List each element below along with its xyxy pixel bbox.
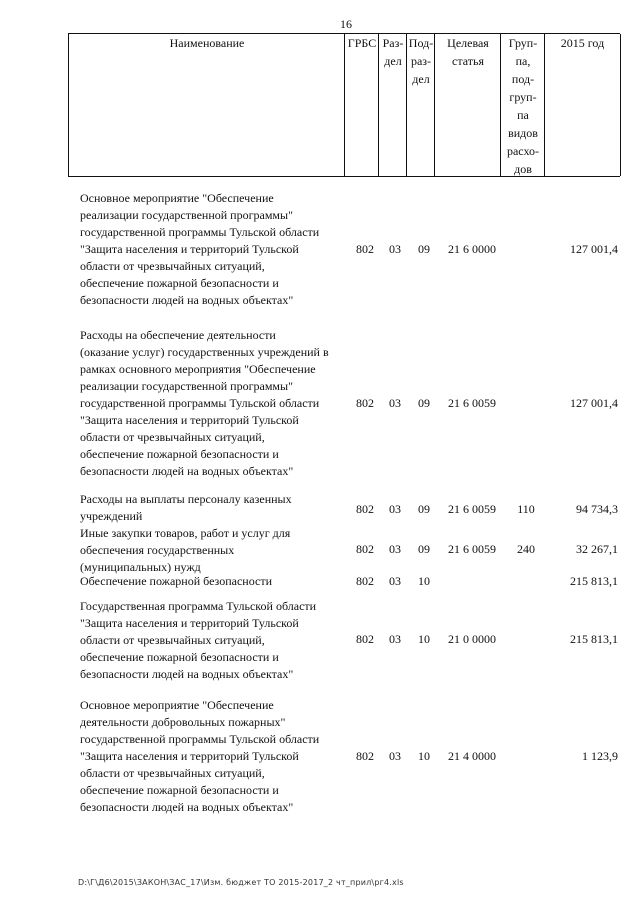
header-name: Наименование (68, 34, 345, 176)
row-sum: 94 734,3 (576, 502, 618, 516)
row-grbs: 802 (356, 542, 374, 556)
row-grbs: 802 (356, 632, 374, 646)
row-razdel: 03 (389, 574, 401, 588)
row-vid: 240 (517, 542, 535, 556)
header-year: 2015 год (544, 34, 621, 176)
header-razdel: Раз- дел (378, 34, 407, 176)
row-podrazdel: 09 (418, 502, 430, 516)
row-podrazdel: 09 (418, 242, 430, 256)
table-header (68, 33, 620, 177)
row-celevaya: 21 6 0059 (448, 502, 496, 516)
row-sum: 32 267,1 (576, 542, 618, 556)
row-razdel: 03 (389, 242, 401, 256)
row-name: Основное мероприятие "Обеспечение деятельности добровольных пожарных" государственной программы Тульской области "Защита населения и территорий Тульской области от чрезвычайных ситуаций, обеспечение пожарной безопасности и безопасности людей на водных объектах" (80, 698, 320, 814)
header-podrazdel: Под- раз- дел (406, 34, 435, 176)
row-sum: 127 001,4 (570, 242, 618, 256)
row-celevaya: 21 6 0059 (448, 542, 496, 556)
row-grbs: 802 (356, 502, 374, 516)
row-name: Обеспечение пожарной безопасности (80, 574, 273, 588)
row-sum: 127 001,4 (570, 396, 618, 410)
row-name: Расходы на обеспечение деятельности (оказание услуг) государственных учреждений в рамках основного мероприятия "Обеспечение реализации государственной программы" государственной программы Тульской области "Защита населения и территорий Тульской области от чрезвычайных ситуаций, обеспечение пожарной безопасности и безопасности людей на водных объектах" (80, 328, 329, 478)
row-celevaya: 21 6 0000 (448, 242, 496, 256)
row-sum: 215 813,1 (570, 574, 618, 588)
header-vid: Груп- па, под- груп- па видов расхо- дов (500, 34, 545, 176)
row-grbs: 802 (356, 749, 374, 763)
row-podrazdel: 09 (418, 542, 430, 556)
row-celevaya: 21 4 0000 (448, 749, 496, 763)
row-grbs: 802 (356, 574, 374, 588)
file-path-footer: D:\Г\Д6\2015\ЗАКОН\ЗАС_17\Изм. бюджет ТО 2015-2017_2 чт_прил\рг4.xls (78, 878, 404, 887)
row-sum: 215 813,1 (570, 632, 618, 646)
row-name: Основное мероприятие "Обеспечение реализации государственной программы" государственной программы Тульской области "Защита населения и территорий Тульской области от чрезвычайных ситуаций, обеспечение пожарной безопасности и безопасности людей на водных объектах" (80, 191, 320, 307)
row-grbs: 802 (356, 396, 374, 410)
row-grbs: 802 (356, 242, 374, 256)
header-celevaya: Целевая статья (434, 34, 501, 176)
row-name: Иные закупки товаров, работ и услуг для обеспечения государственных (муниципальных) нужд (80, 526, 291, 574)
row-razdel: 03 (389, 396, 401, 410)
row-podrazdel: 10 (418, 749, 430, 763)
row-razdel: 03 (389, 542, 401, 556)
row-sum: 1 123,9 (582, 749, 618, 763)
row-celevaya: 21 6 0059 (448, 396, 496, 410)
page-number: 16 (340, 17, 352, 31)
row-razdel: 03 (389, 749, 401, 763)
row-podrazdel: 10 (418, 632, 430, 646)
row-razdel: 03 (389, 632, 401, 646)
row-celevaya: 21 0 0000 (448, 632, 496, 646)
row-name: Расходы на выплаты персоналу казенных учреждений (80, 492, 292, 523)
row-name: Государственная программа Тульской области "Защита населения и территорий Тульской области от чрезвычайных ситуаций, обеспечение пожарной безопасности и безопасности людей на водных объектах" (80, 599, 317, 681)
row-vid: 110 (517, 502, 535, 516)
row-razdel: 03 (389, 502, 401, 516)
row-podrazdel: 10 (418, 574, 430, 588)
row-podrazdel: 09 (418, 396, 430, 410)
header-grbs: ГРБС (344, 34, 379, 176)
